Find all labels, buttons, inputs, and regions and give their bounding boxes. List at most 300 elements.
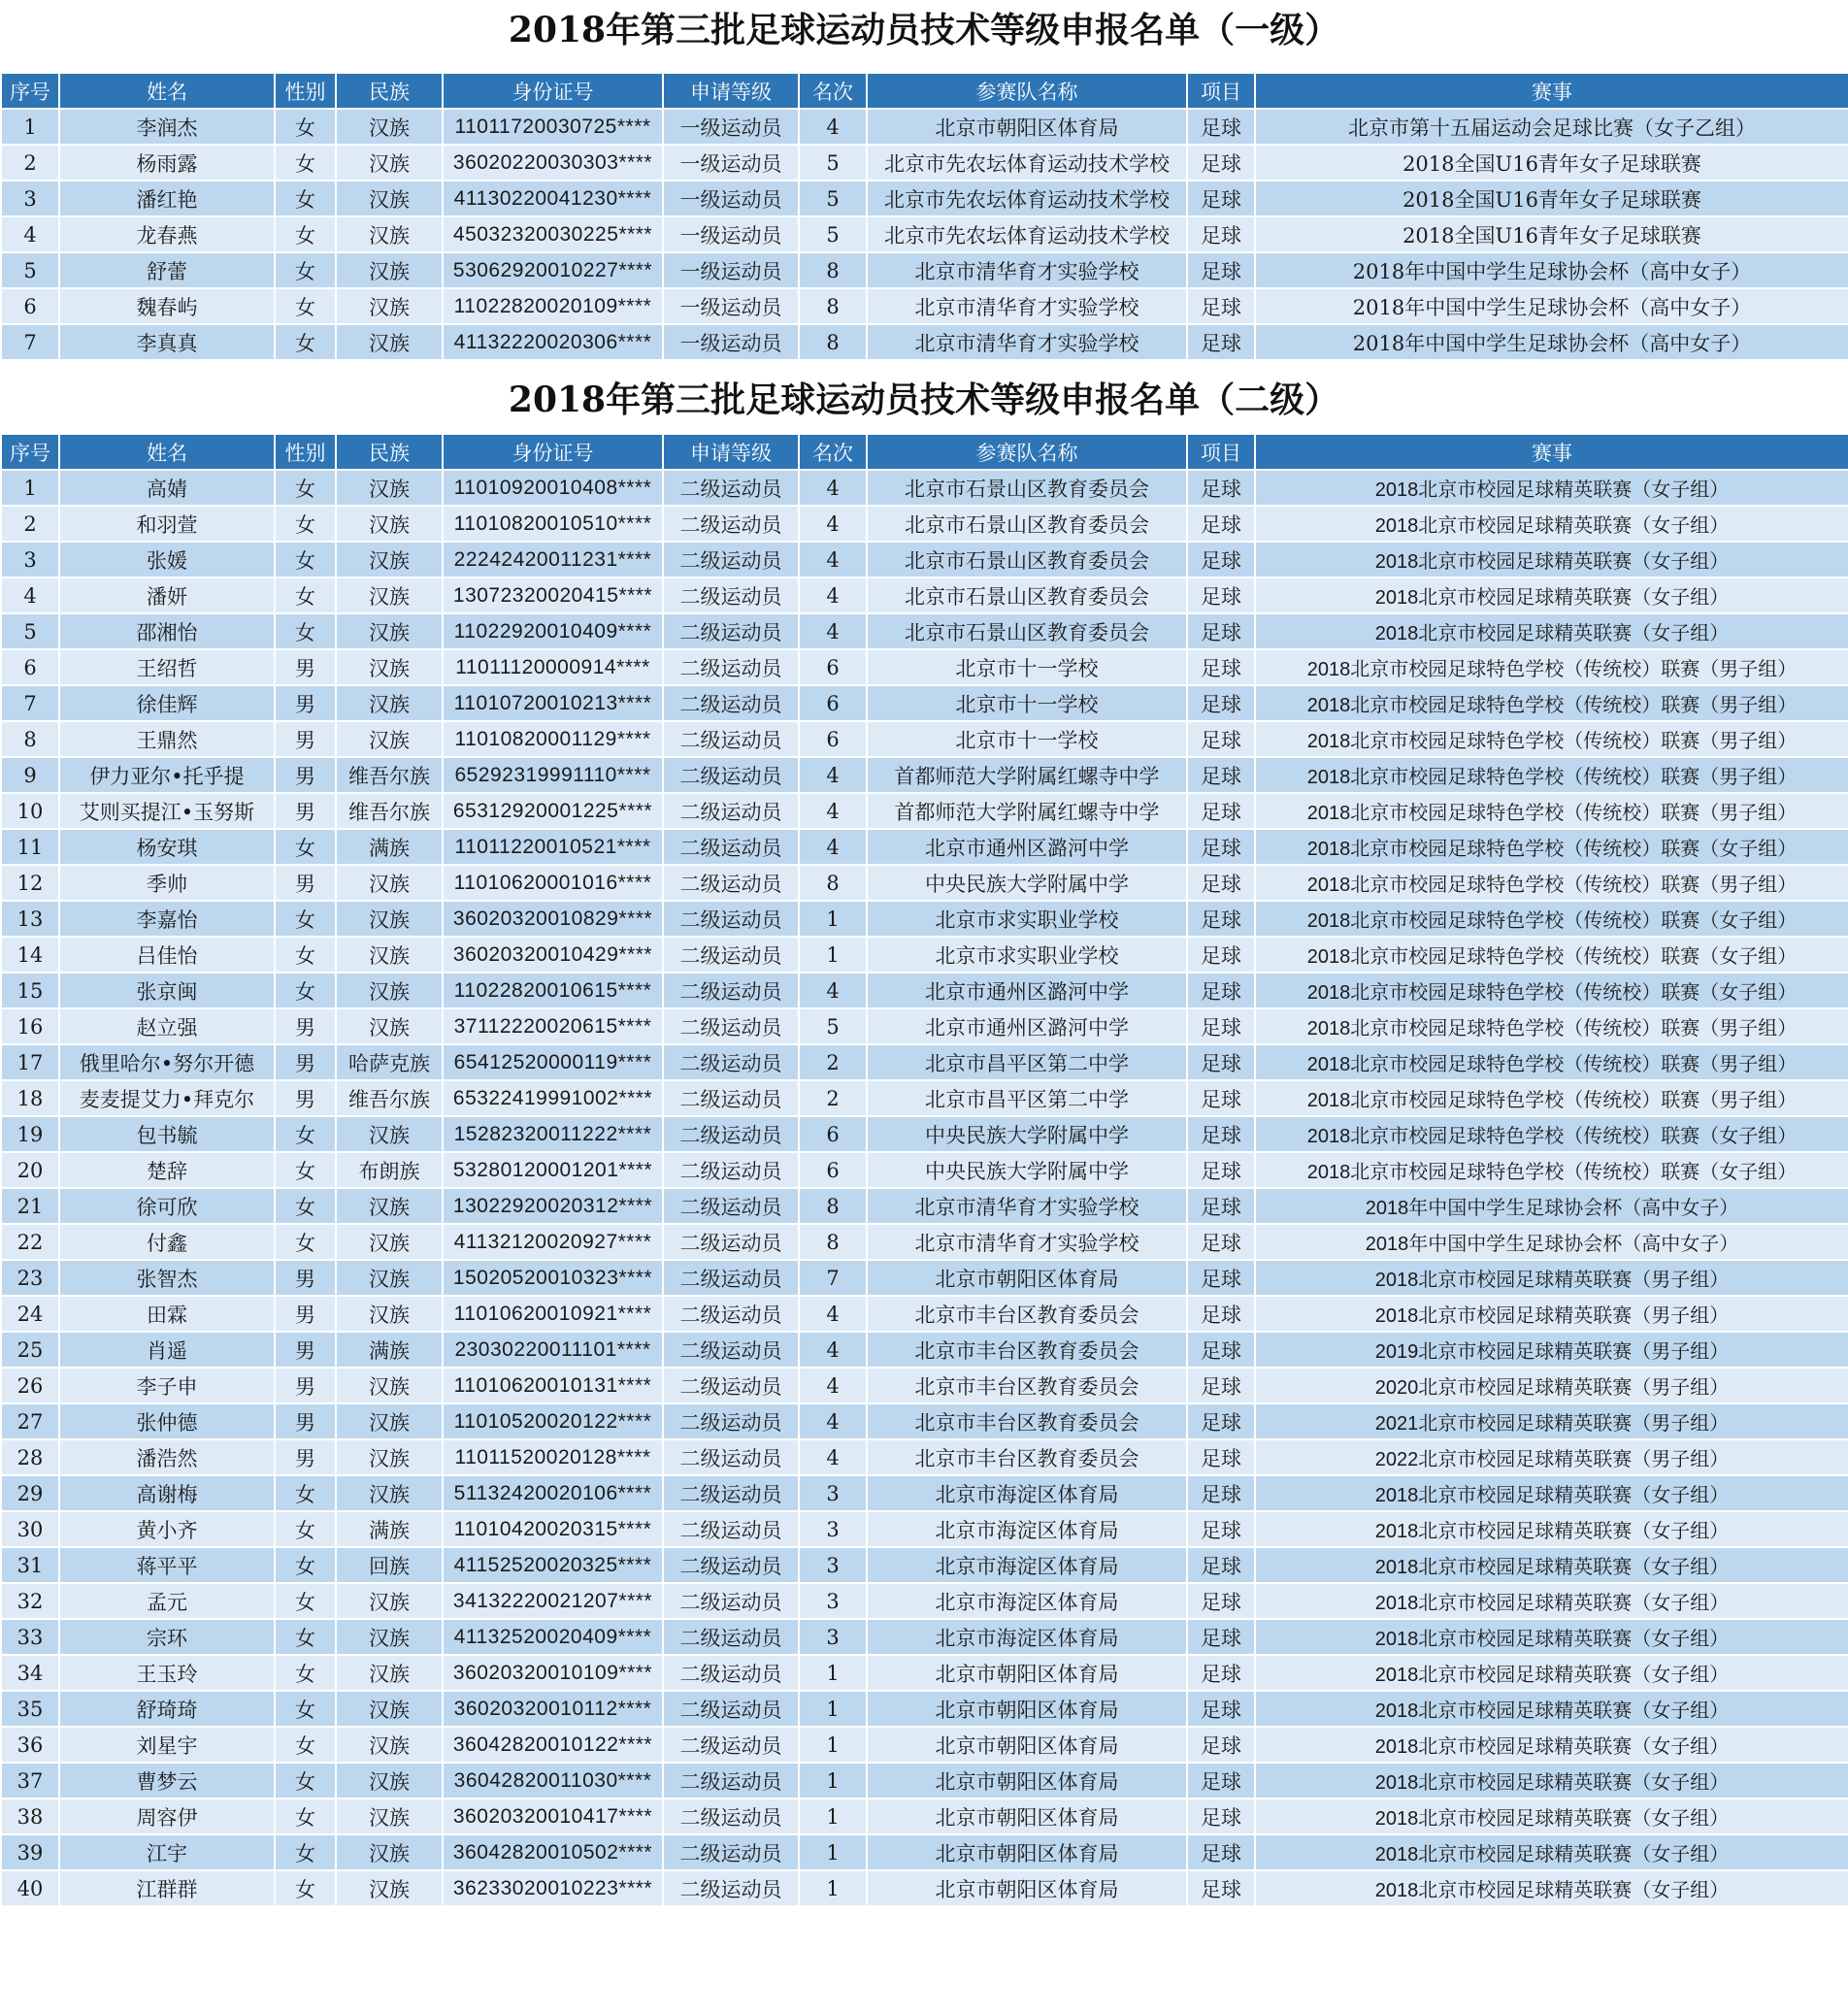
ethnicity-cell: 汉族 — [336, 506, 443, 542]
ethnicity-cell: 满族 — [336, 1332, 443, 1368]
level-cell: 二级运动员 — [663, 649, 799, 685]
sport-cell: 足球 — [1187, 1260, 1255, 1296]
rank-cell: 3 — [799, 1547, 867, 1583]
table-row — [1, 685, 1848, 721]
id-number-cell: 36020320010417**** — [443, 1798, 663, 1834]
event-cell: 2018北京市校园足球特色学校（传统校）联赛（女子组） — [1255, 1152, 1848, 1188]
gender-cell: 女 — [275, 1116, 336, 1152]
ethnicity-cell: 汉族 — [336, 1727, 443, 1763]
sport-cell: 足球 — [1187, 757, 1255, 793]
table-row — [1, 1224, 1848, 1260]
level-cell: 一级运动员 — [663, 324, 799, 360]
name-cell: 张仲德 — [59, 1403, 275, 1439]
rank-cell: 4 — [799, 506, 867, 542]
id-number-cell: 11010820010510**** — [443, 506, 663, 542]
ethnicity-cell: 汉族 — [336, 1224, 443, 1260]
id-number-cell: 41132120020927**** — [443, 1224, 663, 1260]
id-number-cell: 11011720030725**** — [443, 109, 663, 145]
rank-cell: 4 — [799, 1296, 867, 1332]
event-cell: 2018北京市校园足球精英联赛（男子组） — [1255, 1296, 1848, 1332]
rank-cell: 3 — [799, 1619, 867, 1655]
table-row — [1, 145, 1848, 181]
gender-cell: 女 — [275, 1475, 336, 1511]
seq-cell: 6 — [1, 288, 59, 324]
sport-cell: 足球 — [1187, 865, 1255, 901]
table-row — [1, 937, 1848, 973]
id-number-cell: 13022920020312**** — [443, 1188, 663, 1224]
seq-cell: 6 — [1, 649, 59, 685]
ethnicity-cell: 汉族 — [336, 721, 443, 757]
team-cell: 北京市通州区潞河中学 — [867, 829, 1187, 865]
ethnicity-cell: 汉族 — [336, 1870, 443, 1906]
team-cell: 北京市丰台区教育委员会 — [867, 1439, 1187, 1475]
team-cell: 北京市十一学校 — [867, 721, 1187, 757]
gender-cell: 女 — [275, 1655, 336, 1691]
seq-cell: 25 — [1, 1332, 59, 1368]
seq-cell: 19 — [1, 1116, 59, 1152]
seq-cell: 4 — [1, 578, 59, 613]
event-cell: 2018北京市校园足球精英联赛（女子组） — [1255, 1547, 1848, 1583]
event-cell: 2018北京市校园足球精英联赛（女子组） — [1255, 578, 1848, 613]
team-cell: 北京市丰台区教育委员会 — [867, 1332, 1187, 1368]
name-cell: 江群群 — [59, 1870, 275, 1906]
team-cell: 北京市石景山区教育委员会 — [867, 506, 1187, 542]
table-header-row — [1, 73, 1848, 109]
name-cell: 王玉玲 — [59, 1655, 275, 1691]
sport-cell: 足球 — [1187, 1008, 1255, 1044]
seq-cell: 3 — [1, 181, 59, 216]
name-cell: 舒蕾 — [59, 252, 275, 288]
gender-cell: 男 — [275, 865, 336, 901]
sport-cell: 足球 — [1187, 1188, 1255, 1224]
ethnicity-cell: 汉族 — [336, 324, 443, 360]
sport-cell: 足球 — [1187, 1368, 1255, 1403]
name-cell: 俄里哈尔•努尔开德 — [59, 1044, 275, 1080]
level-cell: 二级运动员 — [663, 506, 799, 542]
gender-cell: 女 — [275, 1727, 336, 1763]
ethnicity-cell: 汉族 — [336, 1691, 443, 1727]
sport-cell: 足球 — [1187, 1475, 1255, 1511]
sport-cell: 足球 — [1187, 1619, 1255, 1655]
sport-cell: 足球 — [1187, 324, 1255, 360]
team-cell: 北京市清华育才实验学校 — [867, 1224, 1187, 1260]
ethnicity-cell: 汉族 — [336, 1368, 443, 1403]
table-row — [1, 1080, 1848, 1116]
event-cell: 2018北京市校园足球特色学校（传统校）联赛（男子组） — [1255, 721, 1848, 757]
event-cell: 2018年中国中学生足球协会杯（高中女子） — [1255, 1224, 1848, 1260]
name-cell: 潘红艳 — [59, 181, 275, 216]
header-name: 姓名 — [59, 434, 275, 470]
ethnicity-cell: 汉族 — [336, 1260, 443, 1296]
level-cell: 二级运动员 — [663, 1583, 799, 1619]
team-cell: 首都师范大学附属红螺寺中学 — [867, 793, 1187, 829]
table-row — [1, 216, 1848, 252]
sport-cell: 足球 — [1187, 1439, 1255, 1475]
table-row — [1, 1655, 1848, 1691]
team-cell: 北京市海淀区体育局 — [867, 1547, 1187, 1583]
event-cell: 2018北京市校园足球精英联赛（女子组） — [1255, 1583, 1848, 1619]
sport-cell: 足球 — [1187, 578, 1255, 613]
name-cell: 王绍哲 — [59, 649, 275, 685]
gender-cell: 女 — [275, 829, 336, 865]
event-cell: 2018北京市校园足球特色学校（传统校）联赛（男子组） — [1255, 649, 1848, 685]
table-row — [1, 1116, 1848, 1152]
level-cell: 二级运动员 — [663, 1475, 799, 1511]
sport-cell: 足球 — [1187, 542, 1255, 578]
rank-cell: 4 — [799, 829, 867, 865]
event-cell: 2022北京市校园足球精英联赛（男子组） — [1255, 1439, 1848, 1475]
table-row — [1, 542, 1848, 578]
table-row — [1, 1798, 1848, 1834]
ethnicity-cell: 汉族 — [336, 1296, 443, 1332]
rank-cell: 4 — [799, 578, 867, 613]
ethnicity-cell: 汉族 — [336, 865, 443, 901]
id-number-cell: 11011120000914**** — [443, 649, 663, 685]
seq-cell: 16 — [1, 1008, 59, 1044]
seq-cell: 7 — [1, 685, 59, 721]
team-cell: 北京市先农坛体育运动技术学校 — [867, 145, 1187, 181]
rank-cell: 8 — [799, 1188, 867, 1224]
level-cell: 二级运动员 — [663, 1511, 799, 1547]
table-row — [1, 721, 1848, 757]
gender-cell: 男 — [275, 1296, 336, 1332]
id-number-cell: 22242420011231**** — [443, 542, 663, 578]
seq-cell: 21 — [1, 1188, 59, 1224]
seq-cell: 38 — [1, 1798, 59, 1834]
team-cell: 北京市清华育才实验学校 — [867, 252, 1187, 288]
id-number-cell: 36020220030303**** — [443, 145, 663, 181]
name-cell: 潘浩然 — [59, 1439, 275, 1475]
event-cell: 2018北京市校园足球特色学校（传统校）联赛（女子组） — [1255, 829, 1848, 865]
team-cell: 北京市朝阳区体育局 — [867, 1727, 1187, 1763]
gender-cell: 女 — [275, 109, 336, 145]
ethnicity-cell: 汉族 — [336, 1439, 443, 1475]
team-cell: 北京市海淀区体育局 — [867, 1583, 1187, 1619]
id-number-cell: 41132220020306**** — [443, 324, 663, 360]
seq-cell: 15 — [1, 973, 59, 1008]
gender-cell: 女 — [275, 1583, 336, 1619]
gender-cell: 女 — [275, 613, 336, 649]
sport-cell: 足球 — [1187, 1080, 1255, 1116]
sport-cell: 足球 — [1187, 216, 1255, 252]
gender-cell: 男 — [275, 793, 336, 829]
team-cell: 北京市清华育才实验学校 — [867, 324, 1187, 360]
table-row — [1, 793, 1848, 829]
id-number-cell: 41130220041230**** — [443, 181, 663, 216]
name-cell: 张京闽 — [59, 973, 275, 1008]
rank-cell: 4 — [799, 542, 867, 578]
table-row — [1, 1691, 1848, 1727]
team-cell: 北京市朝阳区体育局 — [867, 1260, 1187, 1296]
seq-cell: 18 — [1, 1080, 59, 1116]
table-row — [1, 1834, 1848, 1870]
gender-cell: 男 — [275, 1403, 336, 1439]
rank-cell: 6 — [799, 721, 867, 757]
ethnicity-cell: 汉族 — [336, 109, 443, 145]
id-number-cell: 11010620010131**** — [443, 1368, 663, 1403]
sport-cell: 足球 — [1187, 1116, 1255, 1152]
team-cell: 北京市海淀区体育局 — [867, 1619, 1187, 1655]
gender-cell: 男 — [275, 1080, 336, 1116]
table-row — [1, 288, 1848, 324]
gender-cell: 女 — [275, 1619, 336, 1655]
seq-cell: 34 — [1, 1655, 59, 1691]
rank-cell: 4 — [799, 1439, 867, 1475]
team-cell: 北京市石景山区教育委员会 — [867, 470, 1187, 506]
sport-cell: 足球 — [1187, 649, 1255, 685]
table-row — [1, 1547, 1848, 1583]
rank-cell: 8 — [799, 288, 867, 324]
level-cell: 二级运动员 — [663, 1188, 799, 1224]
gender-cell: 男 — [275, 685, 336, 721]
seq-cell: 7 — [1, 324, 59, 360]
level-cell: 二级运动员 — [663, 1152, 799, 1188]
name-cell: 高婧 — [59, 470, 275, 506]
table-row — [1, 506, 1848, 542]
team-cell: 北京市十一学校 — [867, 649, 1187, 685]
seq-cell: 1 — [1, 109, 59, 145]
level-cell: 一级运动员 — [663, 109, 799, 145]
seq-cell: 40 — [1, 1870, 59, 1906]
event-cell: 2018北京市校园足球精英联赛（女子组） — [1255, 1691, 1848, 1727]
ethnicity-cell: 汉族 — [336, 1583, 443, 1619]
seq-cell: 24 — [1, 1296, 59, 1332]
team-cell: 北京市昌平区第二中学 — [867, 1080, 1187, 1116]
header-sport: 项目 — [1187, 73, 1255, 109]
table-row — [1, 901, 1848, 937]
name-cell: 包书毓 — [59, 1116, 275, 1152]
seq-cell: 10 — [1, 793, 59, 829]
id-number-cell: 11010620001016**** — [443, 865, 663, 901]
sport-cell: 足球 — [1187, 1655, 1255, 1691]
level-cell: 二级运动员 — [663, 578, 799, 613]
seq-cell: 8 — [1, 721, 59, 757]
name-cell: 田霖 — [59, 1296, 275, 1332]
name-cell: 王鼎然 — [59, 721, 275, 757]
name-cell: 赵立强 — [59, 1008, 275, 1044]
level-cell: 二级运动员 — [663, 1727, 799, 1763]
ethnicity-cell: 汉族 — [336, 578, 443, 613]
event-cell: 2018北京市校园足球精英联赛（女子组） — [1255, 1619, 1848, 1655]
id-number-cell: 36042820010122**** — [443, 1727, 663, 1763]
gender-cell: 女 — [275, 216, 336, 252]
table-row — [1, 1511, 1848, 1547]
seq-cell: 35 — [1, 1691, 59, 1727]
id-number-cell: 15282320011222**** — [443, 1116, 663, 1152]
gender-cell: 女 — [275, 145, 336, 181]
seq-cell: 5 — [1, 613, 59, 649]
ethnicity-cell: 汉族 — [336, 685, 443, 721]
gender-cell: 男 — [275, 1368, 336, 1403]
event-cell: 2018全国U16青年女子足球联赛 — [1255, 145, 1848, 181]
team-cell: 北京市朝阳区体育局 — [867, 1763, 1187, 1798]
id-number-cell: 11022920010409**** — [443, 613, 663, 649]
id-number-cell: 15020520010323**** — [443, 1260, 663, 1296]
id-number-cell: 65322419991002**** — [443, 1080, 663, 1116]
header-rank: 名次 — [799, 434, 867, 470]
event-cell: 2020北京市校园足球精英联赛（男子组） — [1255, 1368, 1848, 1403]
team-cell: 中央民族大学附属中学 — [867, 865, 1187, 901]
gender-cell: 女 — [275, 506, 336, 542]
team-cell: 北京市朝阳区体育局 — [867, 1870, 1187, 1906]
name-cell: 伊力亚尔•托乎提 — [59, 757, 275, 793]
level-cell: 二级运动员 — [663, 937, 799, 973]
team-cell: 北京市石景山区教育委员会 — [867, 542, 1187, 578]
name-cell: 曹梦云 — [59, 1763, 275, 1798]
sport-cell: 足球 — [1187, 937, 1255, 973]
sport-cell: 足球 — [1187, 1296, 1255, 1332]
rank-cell: 3 — [799, 1475, 867, 1511]
rank-cell: 1 — [799, 1798, 867, 1834]
ethnicity-cell: 汉族 — [336, 649, 443, 685]
gender-cell: 女 — [275, 324, 336, 360]
table-row — [1, 1188, 1848, 1224]
rank-cell: 4 — [799, 613, 867, 649]
level-cell: 二级运动员 — [663, 1547, 799, 1583]
id-number-cell: 45032320030225**** — [443, 216, 663, 252]
name-cell: 李润杰 — [59, 109, 275, 145]
event-cell: 2018北京市校园足球精英联赛（女子组） — [1255, 1870, 1848, 1906]
team-cell: 北京市海淀区体育局 — [867, 1475, 1187, 1511]
table-row — [1, 1439, 1848, 1475]
sport-cell: 足球 — [1187, 1583, 1255, 1619]
table-row — [1, 1403, 1848, 1439]
rank-cell: 6 — [799, 1116, 867, 1152]
gender-cell: 女 — [275, 901, 336, 937]
ethnicity-cell: 汉族 — [336, 542, 443, 578]
seq-cell: 30 — [1, 1511, 59, 1547]
rank-cell: 5 — [799, 1008, 867, 1044]
sport-cell: 足球 — [1187, 1403, 1255, 1439]
sport-cell: 足球 — [1187, 1224, 1255, 1260]
id-number-cell: 53280120001201**** — [443, 1152, 663, 1188]
sport-cell: 足球 — [1187, 1691, 1255, 1727]
level-cell: 二级运动员 — [663, 1763, 799, 1798]
ethnicity-cell: 汉族 — [336, 1798, 443, 1834]
rank-cell: 4 — [799, 793, 867, 829]
table-row — [1, 757, 1848, 793]
team-cell: 北京市先农坛体育运动技术学校 — [867, 181, 1187, 216]
header-id-number: 身份证号 — [443, 434, 663, 470]
id-number-cell: 36042820011030**** — [443, 1763, 663, 1798]
event-cell: 2018北京市校园足球特色学校（传统校）联赛（女子组） — [1255, 973, 1848, 1008]
event-cell: 2018北京市校园足球特色学校（传统校）联赛（男子组） — [1255, 1044, 1848, 1080]
sport-cell: 足球 — [1187, 145, 1255, 181]
table-row — [1, 1296, 1848, 1332]
header-team: 参赛队名称 — [867, 434, 1187, 470]
seq-cell: 2 — [1, 506, 59, 542]
event-cell: 北京市第十五届运动会足球比赛（女子乙组） — [1255, 109, 1848, 145]
table-row — [1, 613, 1848, 649]
ethnicity-cell: 维吾尔族 — [336, 793, 443, 829]
ethnicity-cell: 汉族 — [336, 1619, 443, 1655]
event-cell: 2018北京市校园足球特色学校（传统校）联赛（男子组） — [1255, 865, 1848, 901]
header-seq: 序号 — [1, 73, 59, 109]
team-cell: 北京市通州区潞河中学 — [867, 1008, 1187, 1044]
level-cell: 二级运动员 — [663, 685, 799, 721]
level-cell: 二级运动员 — [663, 1870, 799, 1906]
level1-roster-table — [0, 72, 1848, 361]
level-cell: 二级运动员 — [663, 1619, 799, 1655]
team-cell: 北京市石景山区教育委员会 — [867, 613, 1187, 649]
level-cell: 二级运动员 — [663, 973, 799, 1008]
seq-cell: 28 — [1, 1439, 59, 1475]
event-cell: 2018北京市校园足球特色学校（传统校）联赛（女子组） — [1255, 937, 1848, 973]
rank-cell: 5 — [799, 145, 867, 181]
ethnicity-cell: 汉族 — [336, 973, 443, 1008]
id-number-cell: 36020320010829**** — [443, 901, 663, 937]
name-cell: 蒋平平 — [59, 1547, 275, 1583]
event-cell: 2018年中国中学生足球协会杯（高中女子） — [1255, 1188, 1848, 1224]
sport-cell: 足球 — [1187, 506, 1255, 542]
table-row — [1, 1763, 1848, 1798]
section2-title: 2018年第三批足球运动员技术等级申报名单（二级） — [508, 380, 1340, 420]
event-cell: 2018年中国中学生足球协会杯（高中女子） — [1255, 324, 1848, 360]
table-header-row — [1, 434, 1848, 470]
rank-cell: 4 — [799, 973, 867, 1008]
header-seq: 序号 — [1, 434, 59, 470]
gender-cell: 男 — [275, 721, 336, 757]
event-cell: 2018北京市校园足球精英联赛（女子组） — [1255, 506, 1848, 542]
level-cell: 二级运动员 — [663, 613, 799, 649]
table-row — [1, 470, 1848, 506]
header-rank: 名次 — [799, 73, 867, 109]
sport-cell: 足球 — [1187, 1547, 1255, 1583]
gender-cell: 女 — [275, 542, 336, 578]
table-row — [1, 1152, 1848, 1188]
level-cell: 二级运动员 — [663, 1368, 799, 1403]
team-cell: 北京市海淀区体育局 — [867, 1511, 1187, 1547]
gender-cell: 女 — [275, 1691, 336, 1727]
rank-cell: 4 — [799, 470, 867, 506]
id-number-cell: 11022820010615**** — [443, 973, 663, 1008]
header-level: 申请等级 — [663, 73, 799, 109]
event-cell: 2018北京市校园足球精英联赛（女子组） — [1255, 1475, 1848, 1511]
header-gender: 性别 — [275, 73, 336, 109]
event-cell: 2021北京市校园足球精英联赛（男子组） — [1255, 1403, 1848, 1439]
event-cell: 2018北京市校园足球特色学校（传统校）联赛（男子组） — [1255, 793, 1848, 829]
id-number-cell: 65412520000119**** — [443, 1044, 663, 1080]
seq-cell: 13 — [1, 901, 59, 937]
header-event: 赛事 — [1255, 434, 1848, 470]
sport-cell: 足球 — [1187, 109, 1255, 145]
gender-cell: 女 — [275, 1152, 336, 1188]
ethnicity-cell: 维吾尔族 — [336, 1080, 443, 1116]
gender-cell: 男 — [275, 1439, 336, 1475]
id-number-cell: 11011220010521**** — [443, 829, 663, 865]
team-cell: 北京市石景山区教育委员会 — [867, 578, 1187, 613]
rank-cell: 1 — [799, 937, 867, 973]
seq-cell: 20 — [1, 1152, 59, 1188]
seq-cell: 5 — [1, 252, 59, 288]
ethnicity-cell: 汉族 — [336, 470, 443, 506]
gender-cell: 女 — [275, 470, 336, 506]
level-cell: 二级运动员 — [663, 1332, 799, 1368]
ethnicity-cell: 汉族 — [336, 216, 443, 252]
seq-cell: 17 — [1, 1044, 59, 1080]
header-event: 赛事 — [1255, 73, 1848, 109]
header-gender: 性别 — [275, 434, 336, 470]
rank-cell: 8 — [799, 1224, 867, 1260]
rank-cell: 3 — [799, 1583, 867, 1619]
seq-cell: 23 — [1, 1260, 59, 1296]
gender-cell: 女 — [275, 1798, 336, 1834]
team-cell: 中央民族大学附属中学 — [867, 1152, 1187, 1188]
sport-cell: 足球 — [1187, 1332, 1255, 1368]
seq-cell: 1 — [1, 470, 59, 506]
rank-cell: 4 — [799, 1368, 867, 1403]
event-cell: 2018北京市校园足球精英联赛（女子组） — [1255, 1798, 1848, 1834]
